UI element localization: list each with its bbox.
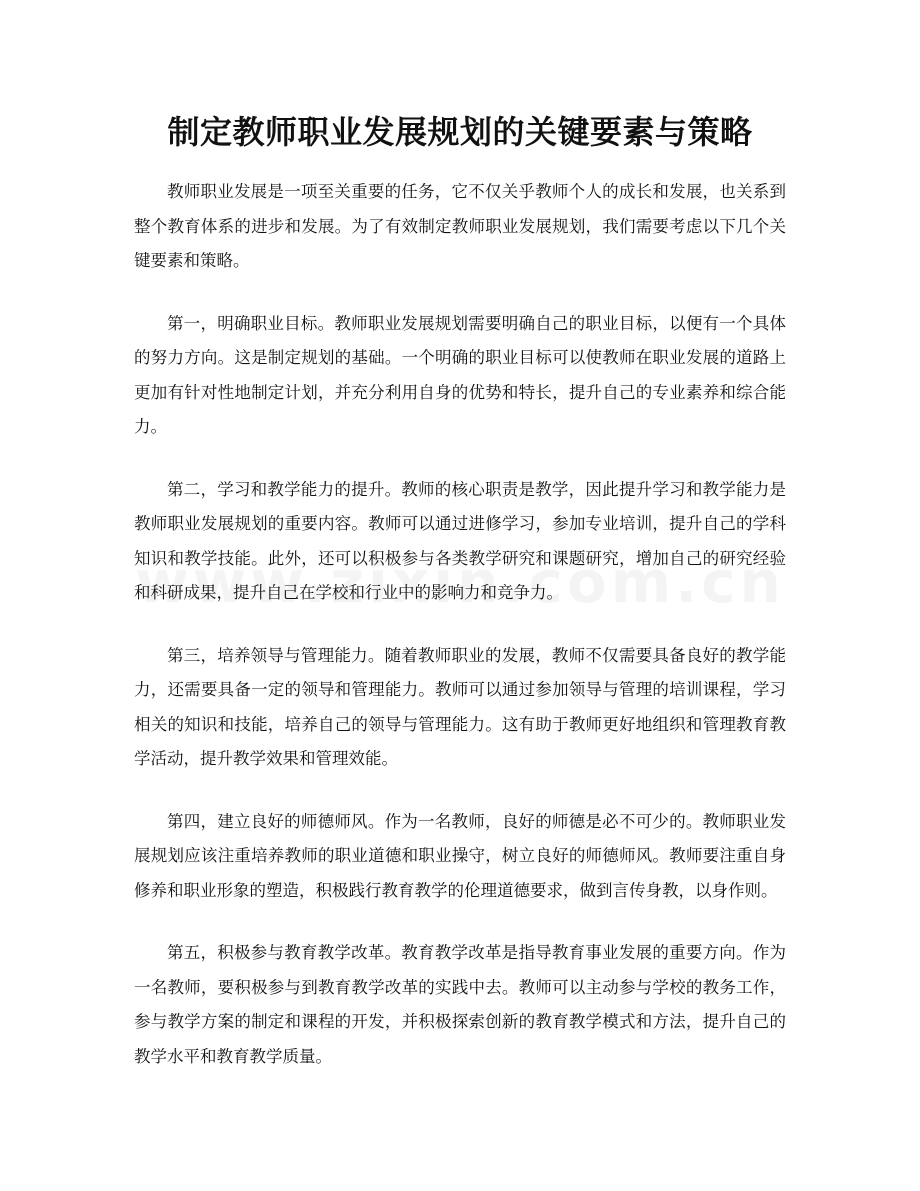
paragraph-1: 第一，明确职业目标。教师职业发展规划需要明确自己的职业目标，以便有一个具体的努力方向。这是制定规划的基础。一个明确的职业目标可以使教师在职业发展的道路上更加有针对性地制定计划，并充分利用自身的优势和特长，提升自己的专业素养和综合能力。 [134, 313, 786, 436]
paragraph-2: 第二，学习和教学能力的提升。教师的核心职责是教学，因此提升学习和教学能力是教师职业发展规划的重要内容。教师可以通过进修学习，参加专业培训，提升自己的学科知识和教学技能。此外，还可以积极参与各类教学研究和课题研究，增加自己的研究经验和科研成果，提升自己在学校和行业中的影响力和竞争力。 [134, 479, 786, 602]
paragraph-4: 第四，建立良好的师德师风。作为一名教师，良好的师德是必不可少的。教师职业发展规划应该注重培养教师的职业道德和职业操守，树立良好的师德师风。教师要注重自身修养和职业形象的塑造，积极践行教育教学的伦理道德要求，做到言传身教，以身作则。 [134, 811, 786, 900]
page-title: 制定教师职业发展规划的关键要素与策略 [167, 113, 753, 151]
paragraph-3: 第三，培养领导与管理能力。随着教师职业的发展，教师不仅需要具备良好的教学能力，还需要具备一定的领导和管理能力。教师可以通过参加领导与管理的培训课程，学习相关的知识和技能，培养自己的领导与管理能力。这有助于教师更好地组织和管理教育教学活动，提升教学效果和管理效能。 [134, 645, 786, 768]
paragraph-intro: 教师职业发展是一项至关重要的任务，它不仅关乎教师个人的成长和发展，也关系到整个教育体系的进步和发展。为了有效制定教师职业发展规划，我们需要考虑以下几个关键要素和策略。 [134, 182, 786, 270]
document-body [134, 175, 786, 1102]
paragraph-5: 第五，积极参与教育教学改革。教育教学改革是指导教育事业发展的重要方向。作为一名教师，要积极参与到教育教学改革的实践中去。教师可以主动参与学校的教务工作，参与教学方案的制定和课程的开发，并积极探索创新的教育教学模式和方法，提升自己的教学水平和教育教学质量。 [134, 943, 786, 1066]
